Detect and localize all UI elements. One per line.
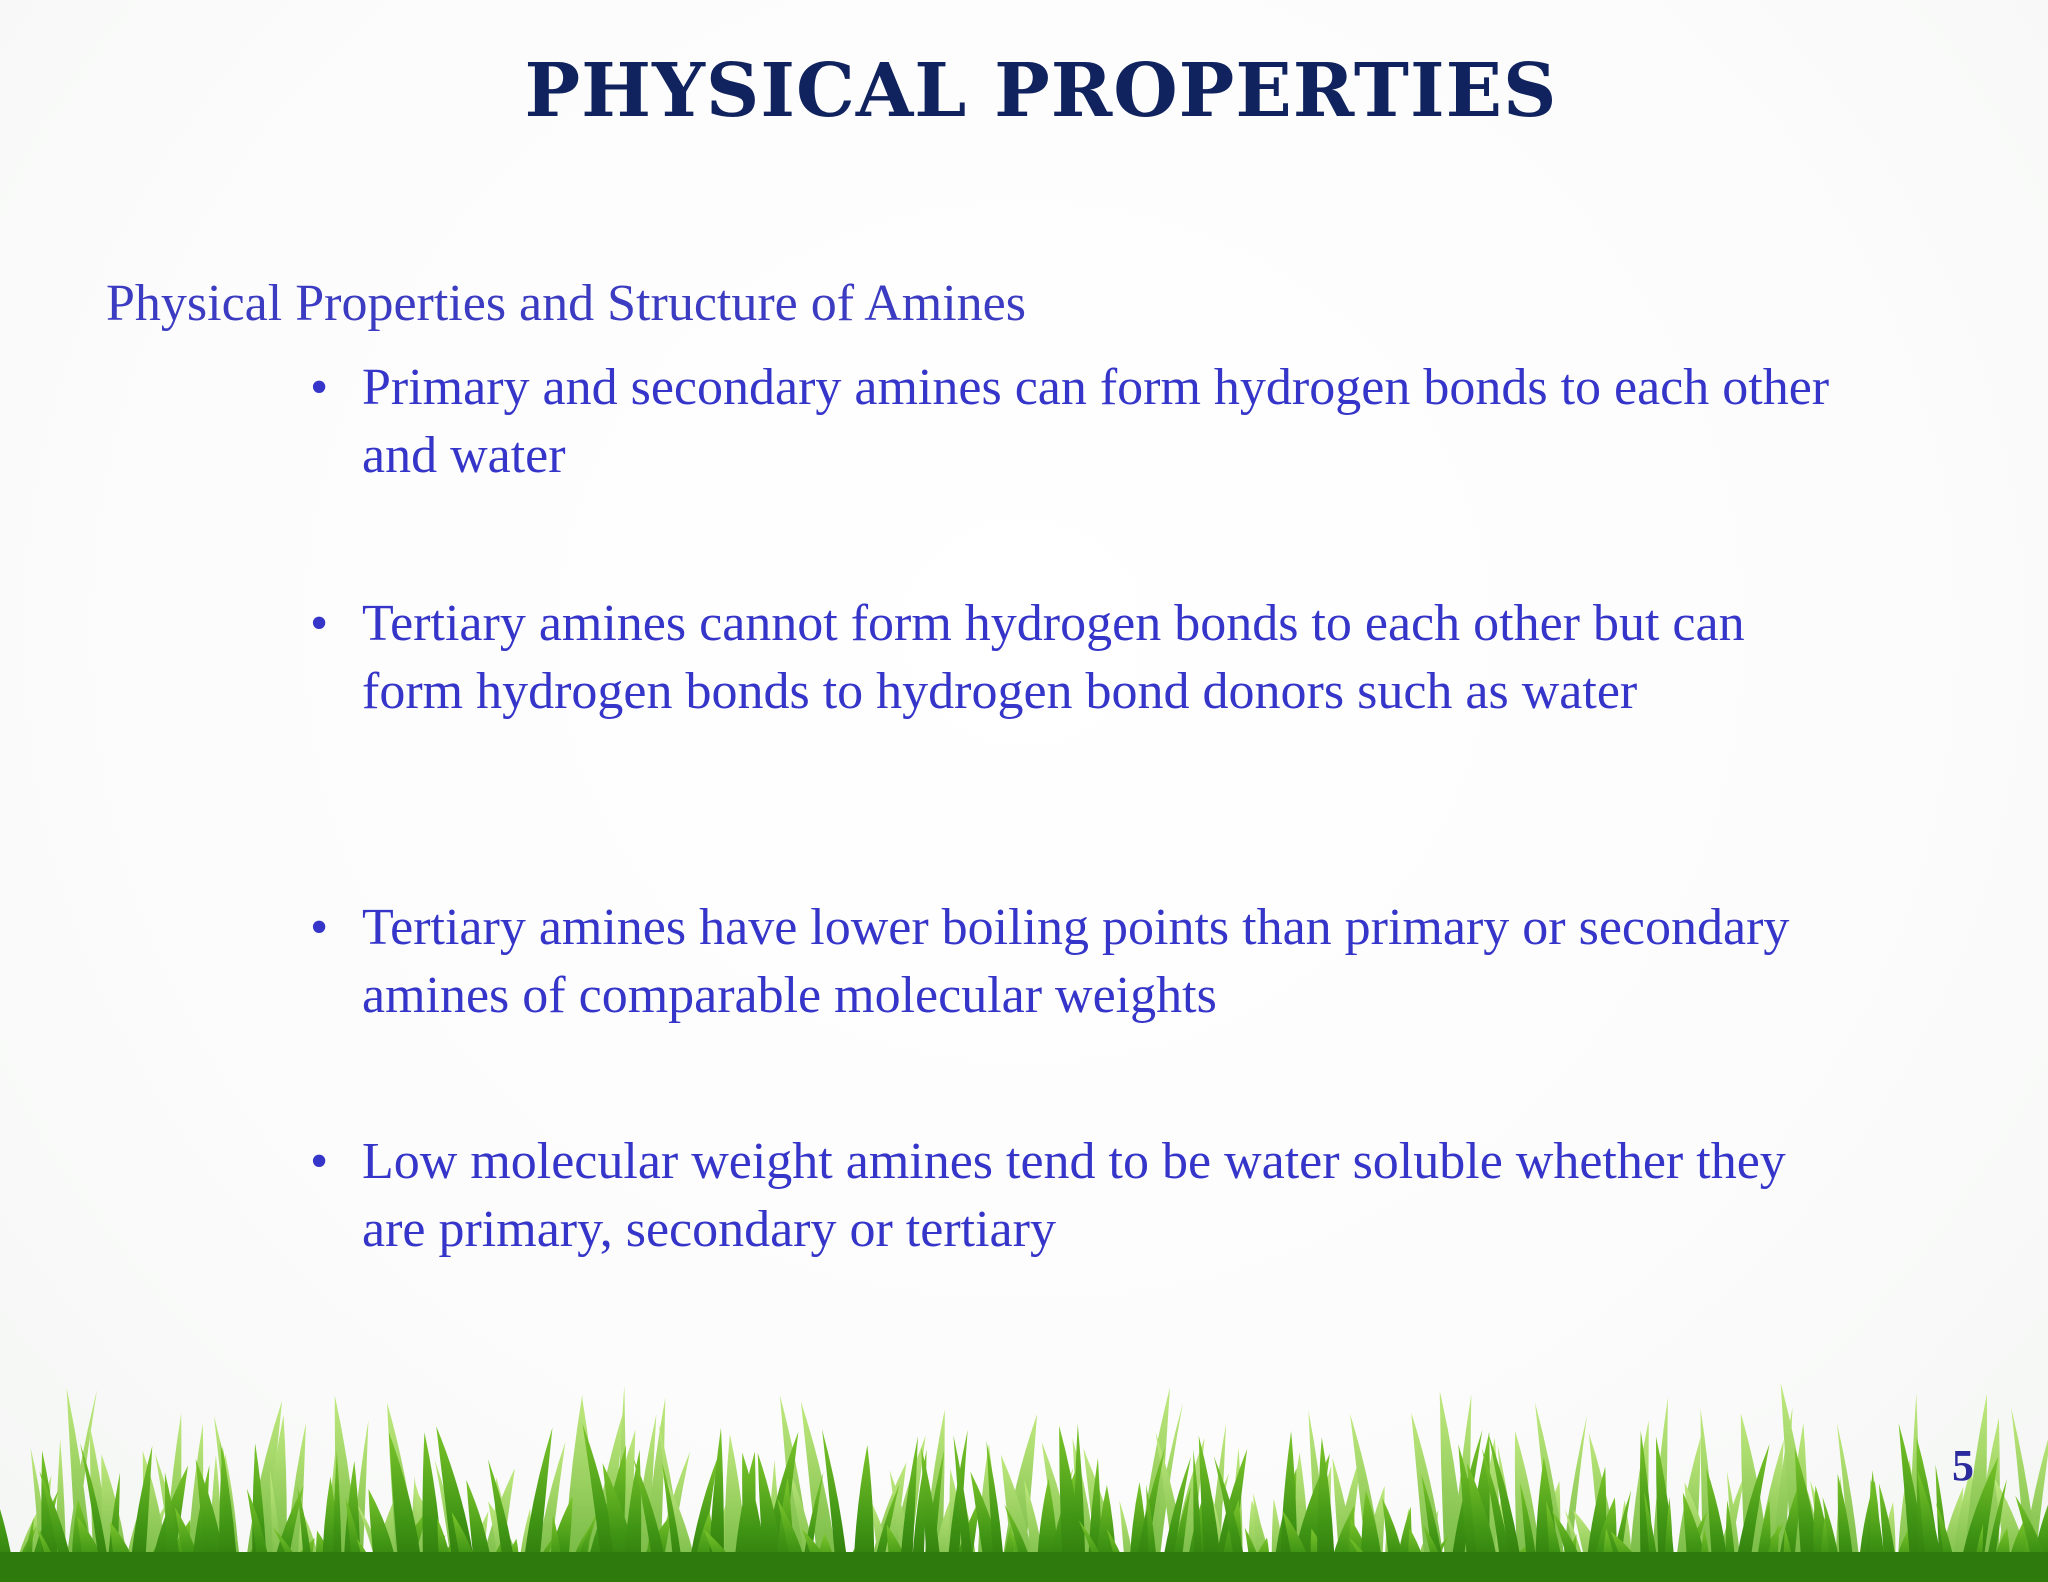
bullet-text: Primary and secondary amines can form hydrogen bonds to each other and water xyxy=(362,359,1830,484)
bullet-item xyxy=(310,354,1852,490)
slide-title: PHYSICAL PROPERTIES xyxy=(524,48,1558,134)
bullet-glyph: • xyxy=(310,899,329,956)
page-number: 5 xyxy=(1952,1441,1974,1490)
grass-border-image xyxy=(0,1352,2048,1582)
bullet-text: Low molecular weight amines tend to be water soluble whether they are primary, secondary or tertiary xyxy=(362,1133,1786,1258)
bullet-text: Tertiary amines cannot form hydrogen bonds to each other but can form hydrogen bonds to hydrogen bond donors such as water xyxy=(362,595,1745,720)
bullet-item xyxy=(310,1128,1852,1264)
bullet-glyph: • xyxy=(310,359,329,416)
bullet-glyph: • xyxy=(310,1133,329,1190)
bullet-item xyxy=(310,590,1852,726)
slide-subtitle: Physical Properties and Structure of Amines xyxy=(106,275,1026,332)
bullet-glyph: • xyxy=(310,595,329,652)
bullet-text: Tertiary amines have lower boiling points than primary or secondary amines of comparable molecular weights xyxy=(362,899,1790,1024)
bullet-item xyxy=(310,894,1852,1030)
